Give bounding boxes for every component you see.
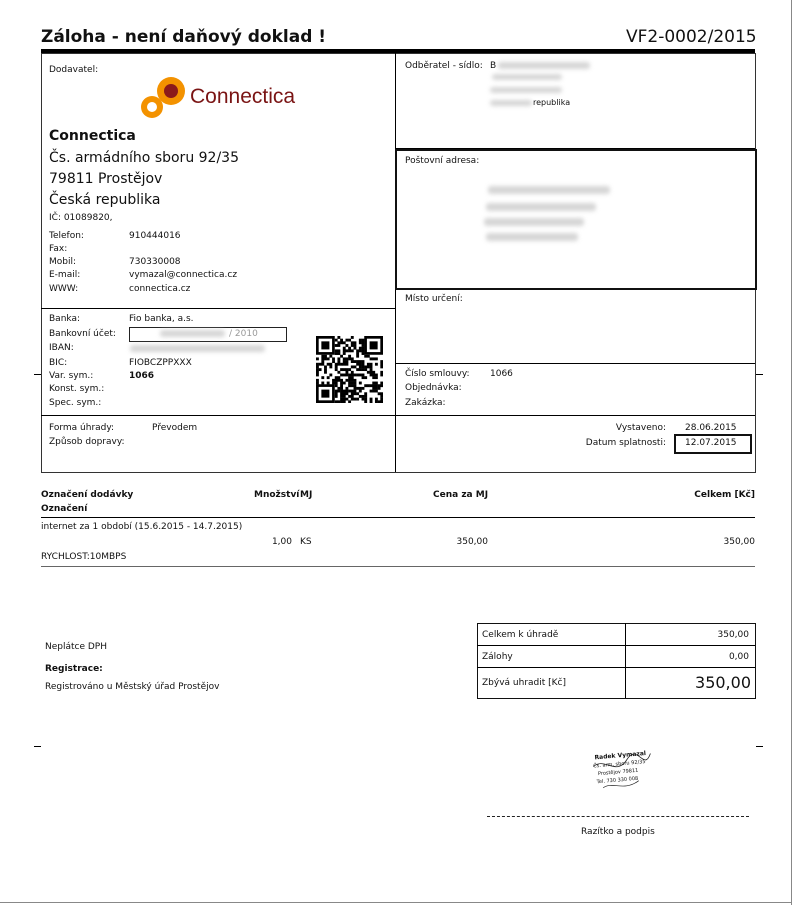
item-description: internet za 1 období (15.6.2015 - 14.7.2015) [41, 522, 243, 532]
page-edge-right [791, 0, 792, 905]
contact-value: connectica.cz [129, 284, 191, 294]
contact-label: Mobil: [49, 257, 77, 267]
qr-code [316, 336, 383, 403]
payment-method-value: Převodem [152, 423, 198, 433]
customer-first-letter: B [490, 61, 497, 71]
delivery-place-label: Místo určení: [405, 294, 463, 304]
postal-address-label: Poštovní adresa: [405, 156, 480, 166]
signature-scribble-icon [590, 749, 655, 796]
var-sym-value: 1066 [129, 371, 155, 381]
signature-stamp [590, 749, 655, 796]
redacted-account [160, 330, 225, 337]
var-sym-label: Var. sym.: [49, 371, 94, 381]
item-unit-price: 350,00 [456, 537, 488, 547]
item-unit: KS [300, 537, 312, 547]
customer-divider-2 [395, 363, 755, 364]
totals-col-divider [625, 623, 626, 698]
document-number: VF2-0002/2015 [626, 27, 757, 47]
redacted-customer-street [492, 74, 562, 80]
spec-sym-label: Spec. sym.: [49, 398, 102, 408]
totals-remaining-value: 350,00 [695, 673, 751, 692]
supplier-label: Dodavatel: [49, 65, 99, 75]
totals-row-divider-1 [477, 645, 755, 646]
stamp-line: Čs. arm. sboru 92/35 [593, 759, 646, 770]
issued-value: 28.06.2015 [685, 423, 737, 433]
contact-value: 910444016 [129, 231, 181, 241]
page-edge-bottom [0, 902, 792, 903]
supplier-bank-divider [41, 308, 396, 309]
redacted-postal-1 [488, 186, 610, 194]
registration-label: Registrace: [45, 664, 103, 674]
col-designation: Označení dodávky [41, 490, 134, 500]
stamp-line: Tel. 730 330 008 [596, 775, 639, 786]
totals-label: Zbývá uhradit [Kč] [482, 678, 567, 688]
contact-label: Fax: [49, 244, 68, 254]
contract-label: Číslo smlouvy: [405, 369, 470, 379]
col-total: Celkem [Kč] [694, 490, 755, 500]
qr-code-icon [316, 336, 383, 403]
job-label: Zakázka: [405, 398, 446, 408]
supplier-country: Česká republika [49, 192, 161, 208]
contact-value: vymazal@connectica.cz [129, 270, 238, 280]
redacted-postal-2 [486, 203, 596, 211]
due-value: 12.07.2015 [685, 438, 737, 448]
supplier-name: Connectica [49, 128, 136, 144]
col-unit-price: Cena za MJ [433, 490, 489, 500]
redacted-customer-city [490, 87, 562, 93]
contact-label: WWW: [49, 284, 79, 294]
redacted-iban [130, 345, 265, 352]
issued-label: Vystaveno: [615, 423, 666, 433]
document-title: Záloha - není daňový doklad ! [41, 27, 327, 47]
redacted-customer-country [490, 100, 532, 106]
margin-tick [756, 374, 763, 375]
table-bottom-rule [41, 566, 755, 567]
contact-label: E-mail: [49, 270, 81, 280]
order-label: Objednávka: [405, 383, 462, 393]
totals-value: 350,00 [717, 630, 749, 640]
bic-label: BIC: [49, 358, 68, 368]
redacted-postal-3 [484, 218, 584, 226]
supplier-ic: IČ: 01089820, [49, 213, 113, 223]
account-value: / 2010 [229, 329, 258, 339]
totals-row-divider-2 [477, 667, 755, 668]
account-label: Bankovní účet: [49, 329, 116, 339]
due-label: Datum splatnosti: [585, 438, 666, 448]
stamp-line: Radek Vymazal [594, 749, 647, 762]
customer-label: Odběratel - sídlo: [405, 61, 483, 71]
connectica-logo [138, 72, 308, 122]
contact-label: Telefon: [49, 231, 84, 241]
contract-value: 1066 [490, 369, 513, 379]
totals-label: Zálohy [482, 652, 513, 662]
col-quantity: Množství [254, 490, 300, 500]
logo-text: Connectica [190, 85, 296, 108]
contact-value: 730330008 [129, 257, 181, 267]
payment-method-label: Forma úhrady: [49, 423, 115, 433]
redacted-postal-4 [486, 233, 578, 241]
totals-label: Celkem k úhradě [482, 630, 559, 640]
bank-value: Fio banka, a.s. [129, 314, 194, 324]
delivery-method-label: Způsob dopravy: [49, 437, 125, 447]
signature-line [487, 816, 749, 817]
item-total: 350,00 [723, 537, 755, 547]
vat-status: Neplátce DPH [45, 642, 107, 652]
margin-tick [756, 746, 763, 747]
stamp-line: Prostějov 79811 [597, 767, 639, 778]
item-note: RYCHLOST:10MBPS [41, 552, 127, 562]
payment-divider [41, 415, 755, 416]
bank-label: Banka: [49, 314, 80, 324]
totals-value: 0,00 [728, 652, 749, 662]
konst-sym-label: Konst. sym.: [49, 384, 105, 394]
col-unit: MJ [300, 490, 313, 500]
item-quantity: 1,00 [271, 537, 292, 547]
iban-label: IBAN: [49, 343, 74, 353]
table-header-rule [41, 517, 755, 518]
col-designation-2: Označení [41, 504, 88, 514]
registration-value: Registrováno u Městský úřad Prostějov [45, 682, 220, 692]
margin-tick [34, 746, 41, 747]
signature-caption: Razítko a podpis [581, 827, 655, 837]
margin-tick [34, 374, 41, 375]
bic-value: FIOBCZPPXXX [129, 358, 192, 368]
customer-country-fragment: republika [533, 98, 571, 107]
redacted-customer-name [498, 62, 590, 69]
supplier-city: 79811 Prostějov [49, 171, 163, 187]
supplier-street: Čs. armádního sboru 92/35 [49, 150, 239, 166]
